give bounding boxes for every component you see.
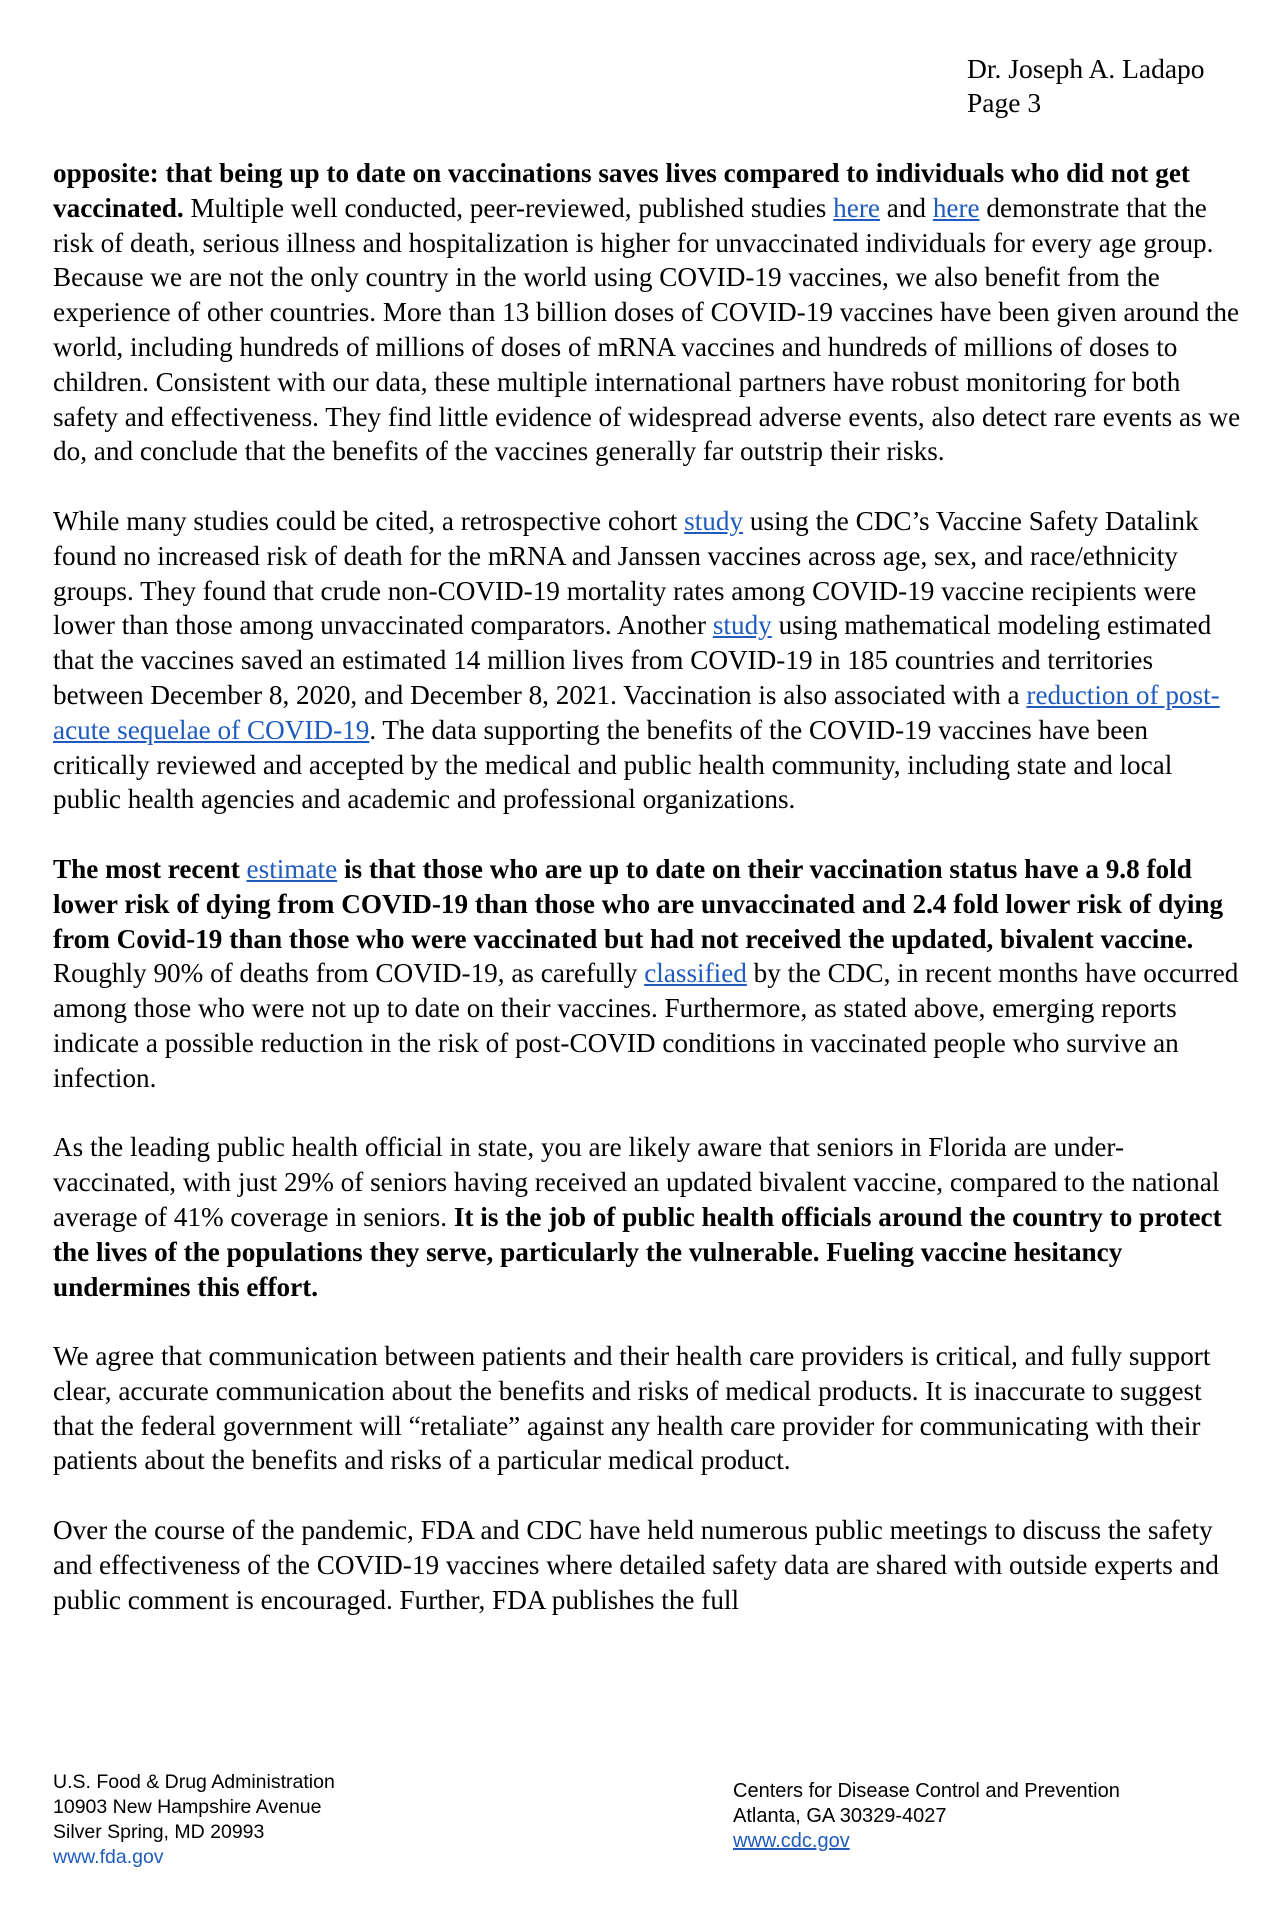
cdc-website-link[interactable]: www.cdc.gov	[733, 1830, 850, 1852]
paragraph-5	[53, 1339, 1243, 1478]
fda-street: 10903 New Hampshire Avenue	[53, 1796, 322, 1818]
text-span: Multiple well conducted, peer-reviewed, published studies	[183, 192, 834, 223]
letter-header	[967, 52, 1205, 120]
bold-statement: opposite: that being up to date on vaccinations saves lives compared to individuals who did not get vaccinated.	[53, 158, 1190, 223]
text-span: We agree that communication between patients and their health care providers is critical, and fully support clear, accurate communication about the benefits and risks of medical products. It is inaccurate to suggest that the federal government will “retaliate” against any health care provider for communicating with their patients about the benefits and risks of a particular medical product.	[53, 1341, 1211, 1476]
paragraph-4	[53, 1130, 1243, 1304]
recipient-name: Dr. Joseph A. Ladapo	[967, 53, 1205, 84]
bold-statement	[53, 854, 1223, 954]
text-span: As the leading public health official in state, you are likely aware that seniors in Florida are under-vaccinated, with just 29% of seniors having received an updated bivalent vaccine, compared to the national average of 41% coverage in seniors.	[53, 1132, 1220, 1232]
text-span: While many studies could be cited, a retrospective cohort	[53, 505, 685, 536]
bold-statement: It is the job of public health officials around the country to protect the lives of the populations they serve, particularly the vulnerable. Fueling vaccine hesitancy undermines this effort.	[53, 1201, 1222, 1302]
letter-body	[53, 156, 1243, 1652]
fda-name: U.S. Food & Drug Administration	[53, 1771, 335, 1793]
cdc-name: Centers for Disease Control and Prevention	[733, 1780, 1120, 1802]
link-here-2[interactable]: here	[932, 192, 980, 223]
link-here-1[interactable]: here	[833, 192, 880, 223]
text-span: using the CDC’s Vaccine Safety Datalink found no increased risk of death for the mRNA and Janssen vaccines across age, sex, and race/ethnicity groups. They found that crude non-COVID-19 mortality rates among COVID-19 vaccine recipients were lower than those among unvaccinated comparators. Another	[53, 505, 1199, 641]
link-study-2[interactable]: study	[712, 610, 772, 641]
paragraph-1	[53, 156, 1243, 469]
link-classified[interactable]: classified	[644, 958, 747, 989]
text-span: Over the course of the pandemic, FDA and CDC have held numerous public meetings to discuss the safety and effectiveness of the COVID-19 vaccines where detailed safety data are shared with outside experts and public comment is encouraged. Further, FDA publishes the full	[53, 1515, 1219, 1615]
paragraph-6	[53, 1513, 1243, 1617]
page-number: Page 3	[967, 87, 1042, 118]
text-span: is that those who are up to date on their vaccination status have a 9.8 fold lower risk of dying from COVID-19 than those who are unvaccinated and 2.4 fold lower risk of dying from Covid-19 than those who were vaccinated but had not received the updated, bivalent vaccine.	[53, 853, 1224, 954]
text-span: Roughly 90% of deaths from COVID-19, as carefully	[53, 958, 645, 989]
fda-website-link[interactable]: www.fda.gov	[53, 1846, 164, 1868]
link-study-1[interactable]: study	[684, 505, 744, 536]
paragraph-3	[53, 852, 1243, 1096]
link-post-acute-sequelae[interactable]: reduction of post-acute sequelae of COVID-19	[53, 679, 1220, 745]
link-estimate[interactable]: estimate	[246, 853, 338, 884]
paragraph-2	[53, 504, 1243, 817]
fda-address-footer	[53, 1770, 335, 1870]
cdc-address-footer	[733, 1779, 1120, 1854]
text-span: . The data supporting the benefits of the COVID-19 vaccines have been critically reviewed and accepted by the medical and public health community, including state and local public health agencies and academic and professional organizations.	[53, 714, 1173, 815]
text-span: demonstrate that the risk of death, serious illness and hospitalization is higher for unvaccinated individuals for every age group. Because we are not the only country in the world using COVID-19 vaccines, we also benefit from the experience of other countries. More than 13 billion doses of COVID-19 vaccines have been given around the world, including hundreds of millions of doses of mRNA vaccines and hundreds of millions of doses to children. Consistent with our data, these multiple international partners have robust monitoring for both safety and effectiveness. They find little evidence of widespread adverse events, also detect rare events as we do, and conclude that the benefits of the vaccines generally far outstrip their risks.	[53, 192, 1241, 467]
text-span: and	[879, 192, 933, 223]
cdc-city: Atlanta, GA 30329-4027	[733, 1805, 947, 1827]
text-span: using mathematical modeling estimated that the vaccines saved an estimated 14 million lives from COVID-19 in 185 countries and territories between December 8, 2020, and December 8, 2021. Vaccination is also associated with a	[53, 610, 1212, 710]
fda-city: Silver Spring, MD 20993	[53, 1821, 265, 1843]
text-span: The most recent	[53, 853, 247, 884]
text-span: by the CDC, in recent months have occurred among those who were not up to date on their vaccines. Furthermore, as stated above, emerging reports indicate a possible reduction in the risk of post-COVID conditions in vaccinated people who survive an infection.	[53, 958, 1239, 1093]
